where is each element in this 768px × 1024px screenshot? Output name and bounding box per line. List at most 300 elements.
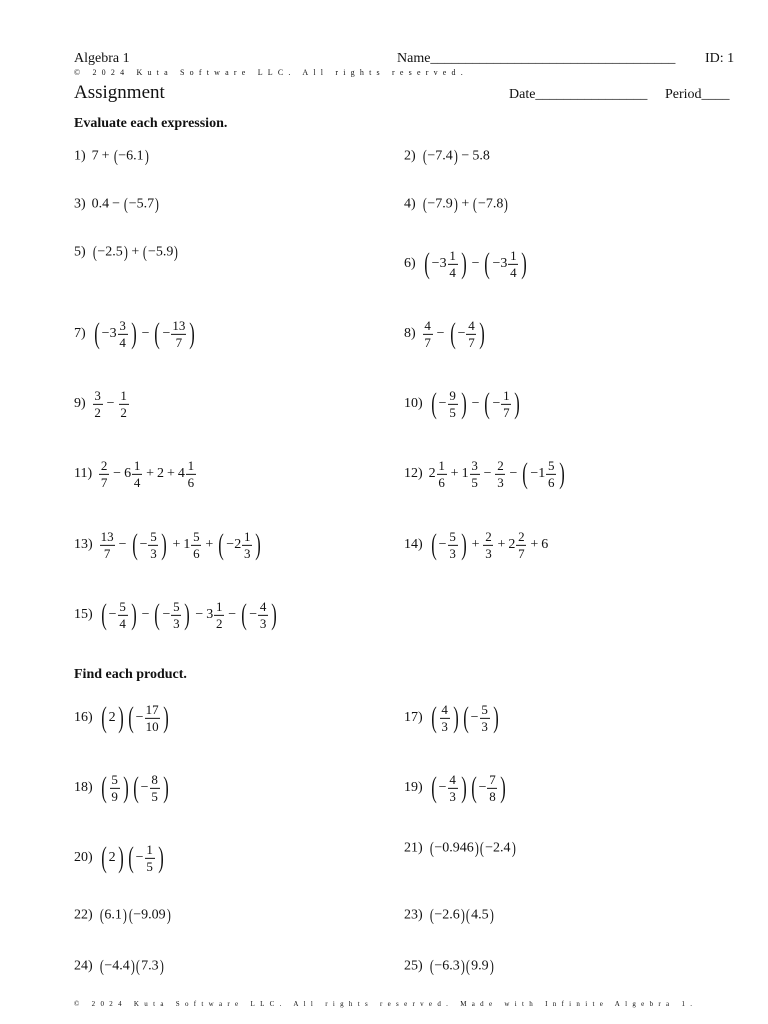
fraction-denominator: 4 bbox=[119, 334, 126, 350]
right-paren: ) bbox=[130, 598, 137, 631]
right-paren: ) bbox=[166, 905, 171, 925]
math-term: 0.4 bbox=[91, 196, 110, 211]
left-paren: ( bbox=[449, 317, 456, 350]
math-term: − bbox=[457, 326, 466, 341]
group-content bbox=[434, 907, 459, 923]
math-term: − bbox=[478, 780, 487, 795]
fraction-denominator: 4 bbox=[133, 474, 141, 490]
math-term: − bbox=[108, 607, 117, 622]
parenthesized-group bbox=[152, 600, 192, 630]
date-field: Date________________ bbox=[509, 87, 648, 102]
problem-expression bbox=[92, 244, 179, 261]
left-paren: ( bbox=[100, 771, 107, 804]
left-paren: ( bbox=[422, 146, 427, 166]
right-paren: ) bbox=[511, 838, 516, 858]
right-paren: ) bbox=[489, 905, 494, 925]
math-term: 6 bbox=[124, 466, 132, 481]
problem-expression bbox=[422, 148, 490, 165]
right-paren: ) bbox=[479, 317, 486, 350]
fraction bbox=[487, 773, 497, 803]
left-paren: ( bbox=[127, 701, 134, 734]
problem-item bbox=[74, 389, 130, 419]
right-paren: ) bbox=[460, 528, 467, 561]
math-term: 2 bbox=[428, 466, 436, 481]
problem-number: 20) bbox=[74, 850, 93, 865]
problem-item bbox=[404, 703, 501, 733]
fraction-numerator: 1 bbox=[120, 387, 127, 403]
left-paren: ( bbox=[154, 598, 161, 631]
fraction-numerator: 1 bbox=[449, 247, 456, 263]
name-field: Name___________________________________ bbox=[397, 51, 676, 66]
math-term: − bbox=[438, 396, 447, 411]
parenthesized-group bbox=[520, 459, 567, 489]
right-paren: ) bbox=[122, 905, 127, 925]
parenthesized-group bbox=[429, 703, 461, 733]
right-paren: ) bbox=[453, 146, 458, 166]
fraction-denominator: 7 bbox=[103, 545, 111, 561]
fraction-denominator: 4 bbox=[119, 615, 126, 631]
math-operator: + bbox=[131, 244, 140, 259]
fraction-numerator: 8 bbox=[151, 771, 158, 787]
left-paren: ( bbox=[100, 598, 107, 631]
problem-item bbox=[404, 958, 494, 975]
right-paren: ) bbox=[157, 841, 164, 874]
fraction-numerator: 1 bbox=[187, 457, 195, 473]
worksheet-id: ID: 1 bbox=[705, 51, 735, 66]
problem-number: 17) bbox=[404, 710, 423, 725]
math-operator: − bbox=[436, 326, 445, 341]
fraction-numerator: 5 bbox=[193, 528, 200, 544]
math-operator: + bbox=[450, 466, 459, 481]
fraction-numerator: 2 bbox=[518, 528, 525, 544]
fraction-denominator: 3 bbox=[150, 545, 157, 561]
left-paren: ( bbox=[522, 457, 529, 490]
problem-number: 10) bbox=[404, 396, 423, 411]
math-operator: − bbox=[471, 396, 480, 411]
fraction-numerator: 5 bbox=[548, 457, 555, 473]
fraction bbox=[437, 459, 447, 489]
math-term: 5.8 bbox=[472, 148, 490, 163]
math-operator: + bbox=[166, 466, 175, 481]
problem-number: 25) bbox=[404, 958, 423, 973]
problem-expression bbox=[99, 773, 171, 803]
right-paren: ) bbox=[452, 701, 459, 734]
math-operator: − bbox=[471, 256, 480, 271]
left-paren: ( bbox=[466, 905, 471, 925]
group-content bbox=[104, 958, 129, 974]
parenthesized-group bbox=[465, 907, 494, 924]
problem-expression bbox=[99, 600, 279, 630]
math-term: 6 bbox=[541, 537, 549, 552]
parenthesized-group bbox=[482, 249, 529, 279]
fraction bbox=[258, 600, 268, 630]
parenthesized-group bbox=[113, 148, 150, 165]
fraction-denominator: 3 bbox=[173, 615, 180, 631]
math-term: 2 bbox=[108, 710, 116, 725]
fraction-denominator: 4 bbox=[510, 264, 517, 280]
right-paren: ) bbox=[504, 194, 509, 214]
math-term: −4.4 bbox=[104, 958, 130, 973]
math-operator: − bbox=[509, 466, 518, 481]
problem-expression bbox=[98, 459, 197, 489]
problem-expression bbox=[422, 196, 509, 213]
problem-item bbox=[74, 244, 179, 261]
left-paren: ( bbox=[430, 387, 437, 420]
left-paren: ( bbox=[143, 242, 148, 262]
left-paren: ( bbox=[430, 771, 437, 804]
group-content bbox=[104, 907, 122, 923]
section-heading-product: Find each product. bbox=[74, 667, 187, 682]
left-paren: ( bbox=[429, 905, 434, 925]
parenthesized-group bbox=[99, 907, 128, 924]
problem-item bbox=[404, 249, 529, 279]
math-term: − bbox=[470, 710, 479, 725]
left-paren: ( bbox=[422, 194, 427, 214]
right-paren: ) bbox=[492, 701, 499, 734]
problem-number: 6) bbox=[404, 256, 416, 271]
group-content bbox=[439, 703, 451, 733]
problem-expression bbox=[92, 389, 130, 419]
problem-item bbox=[74, 148, 149, 165]
fraction-numerator: 13 bbox=[100, 528, 114, 544]
math-term: −2 bbox=[226, 537, 242, 552]
problem-expression bbox=[99, 958, 165, 975]
left-paren: ( bbox=[99, 956, 104, 976]
left-paren: ( bbox=[127, 841, 134, 874]
parenthesized-group bbox=[99, 600, 139, 630]
left-paren: ( bbox=[484, 247, 491, 280]
left-paren: ( bbox=[484, 387, 491, 420]
problem-item bbox=[74, 196, 160, 213]
problem-number: 19) bbox=[404, 780, 423, 795]
fraction bbox=[186, 459, 196, 489]
right-paren: ) bbox=[255, 528, 261, 561]
group-content bbox=[249, 600, 269, 630]
fraction-denominator: 7 bbox=[424, 334, 431, 350]
fraction bbox=[448, 773, 458, 803]
parenthesized-group bbox=[239, 600, 279, 630]
parenthesized-group bbox=[123, 196, 160, 213]
math-operator: − bbox=[141, 326, 150, 341]
math-term: − bbox=[140, 780, 149, 795]
problem-number: 21) bbox=[404, 840, 423, 855]
problem-item bbox=[74, 459, 197, 489]
right-paren: ) bbox=[489, 956, 494, 976]
parenthesized-group bbox=[142, 244, 179, 261]
problem-number: 22) bbox=[74, 907, 93, 922]
right-paren: ) bbox=[123, 242, 128, 262]
math-operator: − bbox=[141, 607, 150, 622]
group-content bbox=[141, 958, 159, 974]
fraction-numerator: 4 bbox=[424, 317, 431, 333]
math-operator: − bbox=[195, 607, 204, 622]
problem-number: 7) bbox=[74, 326, 86, 341]
problem-item bbox=[404, 530, 548, 560]
right-paren: ) bbox=[162, 701, 169, 734]
fraction bbox=[99, 459, 109, 489]
math-term: 2 bbox=[156, 466, 164, 481]
right-paren: ) bbox=[521, 247, 528, 280]
problem-number: 13) bbox=[74, 537, 93, 552]
fraction-denominator: 5 bbox=[471, 474, 478, 490]
problem-expression bbox=[422, 249, 530, 279]
right-paren: ) bbox=[184, 598, 191, 631]
math-term: 4.5 bbox=[471, 907, 489, 922]
fraction-numerator: 2 bbox=[497, 457, 504, 473]
problem-expression bbox=[92, 148, 150, 165]
math-operator: + bbox=[101, 148, 110, 163]
math-term: − bbox=[162, 607, 171, 622]
group-content bbox=[439, 530, 459, 560]
fraction bbox=[448, 389, 458, 419]
problem-expression bbox=[429, 773, 509, 803]
math-operator: + bbox=[461, 196, 470, 211]
math-term: −7.9 bbox=[427, 196, 453, 211]
fraction bbox=[466, 319, 476, 349]
fraction bbox=[132, 459, 142, 489]
group-content bbox=[471, 907, 489, 923]
math-term: −2.6 bbox=[434, 907, 460, 922]
fraction-denominator: 3 bbox=[481, 718, 488, 734]
group-content bbox=[439, 773, 459, 803]
problem-expression bbox=[422, 319, 488, 349]
fraction-numerator: 4 bbox=[259, 598, 267, 614]
problem-number: 2) bbox=[404, 148, 416, 163]
fraction-numerator: 1 bbox=[438, 457, 445, 473]
group-content bbox=[492, 249, 519, 279]
right-paren: ) bbox=[122, 771, 129, 804]
math-term: − bbox=[492, 396, 501, 411]
section-heading-evaluate: Evaluate each expression. bbox=[74, 116, 228, 131]
problem-item bbox=[404, 459, 567, 489]
right-paren: ) bbox=[460, 771, 467, 804]
right-paren: ) bbox=[460, 905, 465, 925]
left-paren: ( bbox=[430, 701, 437, 734]
fraction-numerator: 5 bbox=[111, 771, 118, 787]
fraction bbox=[501, 389, 511, 419]
fraction-denominator: 3 bbox=[243, 545, 251, 561]
group-content bbox=[434, 840, 473, 856]
left-paren: ( bbox=[92, 242, 97, 262]
math-term: 2 bbox=[508, 537, 516, 552]
left-paren: ( bbox=[473, 194, 478, 214]
problem-item bbox=[404, 196, 509, 213]
fraction-denominator: 7 bbox=[100, 474, 108, 490]
problem-item bbox=[404, 773, 508, 803]
group-content bbox=[427, 196, 452, 212]
fraction-denominator: 3 bbox=[449, 788, 456, 804]
group-content bbox=[485, 840, 510, 856]
fraction-denominator: 9 bbox=[111, 788, 118, 804]
fraction-denominator: 3 bbox=[449, 545, 456, 561]
parenthesized-group bbox=[429, 840, 480, 857]
group-content bbox=[458, 319, 478, 349]
fraction bbox=[171, 319, 186, 349]
problem-item bbox=[74, 319, 197, 349]
problem-expression bbox=[429, 703, 501, 733]
group-content bbox=[162, 319, 187, 349]
fraction-numerator: 1 bbox=[216, 598, 223, 614]
problem-expression bbox=[429, 958, 495, 975]
fraction bbox=[145, 843, 155, 873]
group-content bbox=[432, 249, 459, 279]
parenthesized-group bbox=[126, 843, 166, 873]
parenthesized-group bbox=[465, 958, 494, 975]
fraction-numerator: 13 bbox=[172, 317, 186, 333]
math-term: 6.1 bbox=[104, 907, 122, 922]
right-paren: ) bbox=[174, 242, 179, 262]
problem-item bbox=[74, 958, 164, 975]
group-content bbox=[129, 196, 154, 212]
fraction bbox=[191, 530, 201, 560]
problem-item bbox=[74, 600, 279, 630]
math-term: −7.8 bbox=[478, 196, 504, 211]
parenthesized-group bbox=[135, 958, 164, 975]
problem-expression bbox=[92, 319, 198, 349]
math-operator: + bbox=[172, 537, 181, 552]
left-paren: ( bbox=[430, 528, 437, 561]
fraction bbox=[470, 459, 480, 489]
math-term: −2.5 bbox=[97, 244, 123, 259]
fraction-numerator: 1 bbox=[243, 528, 251, 544]
right-paren: ) bbox=[500, 771, 507, 804]
problem-expression bbox=[429, 840, 517, 857]
math-term: −6.3 bbox=[434, 958, 460, 973]
math-term: −7.4 bbox=[427, 148, 453, 163]
fraction-denominator: 6 bbox=[438, 474, 445, 490]
parenthesized-group bbox=[429, 530, 469, 560]
left-paren: ( bbox=[154, 317, 161, 350]
fraction bbox=[118, 319, 128, 349]
right-paren: ) bbox=[161, 528, 168, 561]
problem-expression bbox=[99, 530, 264, 560]
group-content bbox=[109, 710, 116, 726]
fraction-denominator: 7 bbox=[518, 545, 525, 561]
parenthesized-group bbox=[422, 249, 469, 279]
left-paren: ( bbox=[99, 905, 104, 925]
math-operator: − bbox=[483, 466, 492, 481]
parenthesized-group bbox=[92, 244, 129, 261]
right-paren: ) bbox=[514, 387, 521, 420]
problem-expression bbox=[429, 389, 523, 419]
left-paren: ( bbox=[100, 841, 107, 874]
group-content bbox=[141, 773, 161, 803]
fraction bbox=[448, 530, 458, 560]
math-operator: + bbox=[497, 537, 506, 552]
fraction-denominator: 8 bbox=[489, 788, 496, 804]
problem-number: 24) bbox=[74, 958, 93, 973]
problem-number: 3) bbox=[74, 196, 86, 211]
fraction bbox=[480, 703, 490, 733]
group-content bbox=[492, 389, 512, 419]
parenthesized-group bbox=[131, 773, 171, 803]
right-paren: ) bbox=[460, 956, 465, 976]
fraction bbox=[150, 773, 160, 803]
parenthesized-group bbox=[448, 319, 488, 349]
group-content bbox=[118, 148, 143, 164]
problem-expression bbox=[429, 907, 495, 924]
math-term: − bbox=[438, 537, 447, 552]
fraction bbox=[546, 459, 556, 489]
group-content bbox=[226, 530, 253, 560]
fraction bbox=[110, 773, 120, 803]
problem-number: 12) bbox=[404, 466, 423, 481]
group-content bbox=[136, 703, 161, 733]
problem-expression bbox=[92, 196, 160, 213]
math-operator: − bbox=[106, 396, 115, 411]
problem-item bbox=[74, 703, 171, 733]
parenthesized-group bbox=[461, 703, 501, 733]
fraction-denominator: 3 bbox=[497, 474, 504, 490]
group-content bbox=[109, 600, 129, 630]
math-term: −3 bbox=[431, 256, 447, 271]
fraction bbox=[483, 530, 493, 560]
parenthesized-group bbox=[429, 907, 466, 924]
left-paren: ( bbox=[136, 956, 141, 976]
problem-number: 8) bbox=[404, 326, 416, 341]
parenthesized-group bbox=[472, 196, 509, 213]
math-term: 9.9 bbox=[471, 958, 489, 973]
parenthesized-group bbox=[469, 773, 509, 803]
math-term: − bbox=[162, 326, 171, 341]
parenthesized-group bbox=[429, 958, 466, 975]
math-term: −0.946 bbox=[434, 840, 474, 855]
math-term: 3 bbox=[206, 607, 214, 622]
parenthesized-group bbox=[422, 148, 459, 165]
problem-expression bbox=[99, 843, 166, 873]
group-content bbox=[133, 907, 165, 923]
fraction bbox=[448, 249, 458, 279]
fraction-numerator: 3 bbox=[94, 387, 101, 403]
right-paren: ) bbox=[189, 317, 196, 350]
fraction-numerator: 5 bbox=[449, 528, 456, 544]
right-paren: ) bbox=[474, 838, 479, 858]
group-content bbox=[109, 850, 116, 866]
parenthesized-group bbox=[429, 773, 469, 803]
right-paren: ) bbox=[159, 956, 164, 976]
fraction-denominator: 5 bbox=[146, 858, 153, 874]
fraction-numerator: 5 bbox=[481, 701, 488, 717]
parenthesized-group bbox=[92, 319, 139, 349]
fraction-numerator: 5 bbox=[173, 598, 180, 614]
math-term: −3 bbox=[101, 326, 117, 341]
fraction-numerator: 9 bbox=[449, 387, 456, 403]
problem-number: 1) bbox=[74, 148, 86, 163]
math-term: −2.4 bbox=[485, 840, 511, 855]
course-name: Algebra 1 bbox=[74, 51, 130, 66]
parenthesized-group bbox=[99, 773, 131, 803]
fraction-numerator: 5 bbox=[150, 528, 157, 544]
fraction-denominator: 6 bbox=[548, 474, 555, 490]
left-paren: ( bbox=[132, 771, 139, 804]
fraction bbox=[423, 319, 433, 349]
problem-item bbox=[404, 840, 516, 857]
math-term: − bbox=[135, 850, 144, 865]
fraction bbox=[93, 389, 103, 419]
right-paren: ) bbox=[271, 598, 277, 631]
fraction bbox=[145, 703, 160, 733]
math-term: 7 bbox=[91, 148, 99, 163]
math-term: 4 bbox=[177, 466, 185, 481]
fraction-numerator: 1 bbox=[133, 457, 141, 473]
parenthesized-group bbox=[429, 389, 469, 419]
problem-item bbox=[404, 389, 522, 419]
fraction bbox=[171, 600, 181, 630]
right-paren: ) bbox=[162, 771, 169, 804]
problem-number: 9) bbox=[74, 396, 86, 411]
fraction-numerator: 2 bbox=[100, 457, 108, 473]
group-content bbox=[102, 319, 129, 349]
